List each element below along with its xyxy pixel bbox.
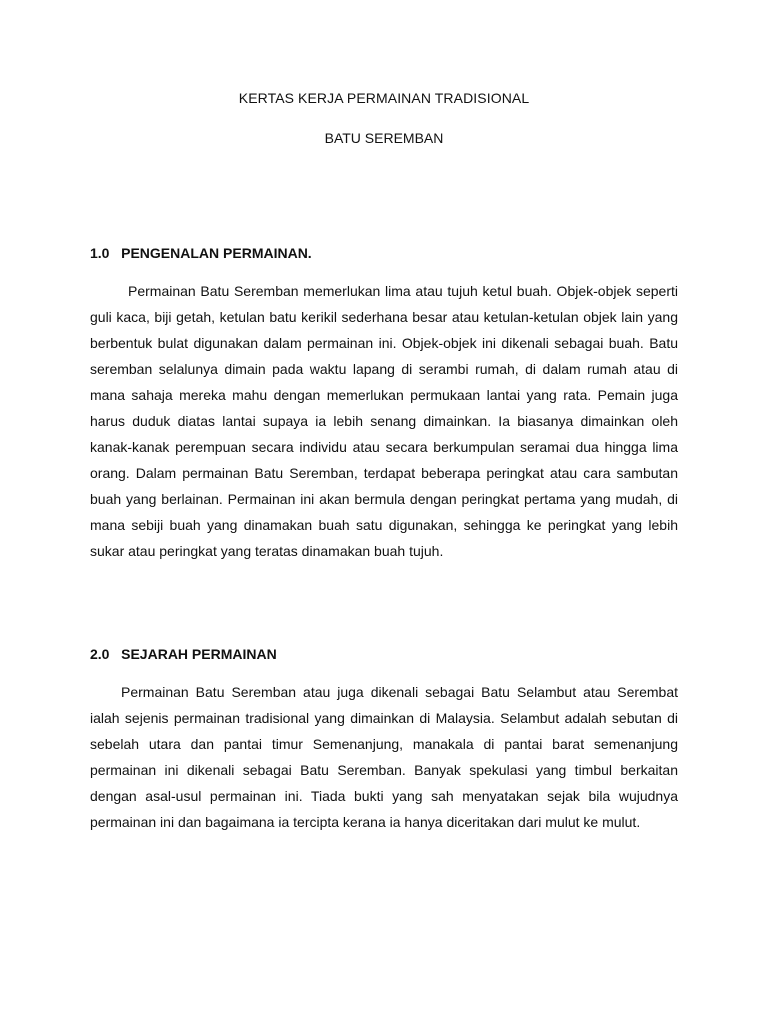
document-title: KERTAS KERJA PERMAINAN TRADISIONAL [238, 90, 530, 106]
section-heading-introduction: 1.0 PENGENALAN PERMAINAN. [90, 245, 312, 261]
section-heading-history: 2.0 SEJARAH PERMAINAN [90, 646, 277, 662]
section-body-history: Permainan Batu Seremban atau juga dikenali sebagai Batu Selambut atau Serembat ialah sejenis permainan tradisional yang dimainkan di Malaysia. Selambut adalah sebutan di sebelah utara dan pantai timur Semenanjung, manakala di pantai barat semenanjung permainan ini dikenali sebagai Batu Seremban. Banyak spekulasi yang timbul berkaitan dengan asal-usul permainan ini. Tiada bukti yang sah menyatakan sejak bila wujudnya permainan ini dan bagaimana ia tercipta kerana ia hanya diceritakan dari mulut ke mulut. [90, 684, 678, 830]
section-body-introduction: Permainan Batu Seremban memerlukan lima atau tujuh ketul buah. Objek-objek seperti guli kaca, biji getah, ketulan batu kerikil sederhana besar atau ketulan-ketulan objek lain yang berbentuk bulat digunakan dalam permainan ini. Objek-objek ini dikenali sebagai buah. Batu seremban selalunya dimain pada waktu lapang di serambi rumah, di dalam rumah atau di mana sahaja mereka mahu dengan memerlukan permukaan lantai yang rata. Pemain juga harus duduk diatas lantai supaya ia lebih senang dimainkan. Ia biasanya dimainkan oleh kanak-kanak perempuan secara individu atau secara berkumpulan seramai dua hingga lima orang. Dalam permainan Batu Seremban, terdapat beberapa peringkat atau cara sambutan buah yang berlainan. Permainan ini akan bermula dengan peringkat pertama yang mudah, di mana sebiji buah yang dinamakan buah satu digunakan, sehingga ke peringkat yang lebih sukar atau peringkat yang teratas dinamakan buah tujuh. [90, 283, 678, 559]
document-subtitle: BATU SEREMBAN [324, 130, 444, 146]
